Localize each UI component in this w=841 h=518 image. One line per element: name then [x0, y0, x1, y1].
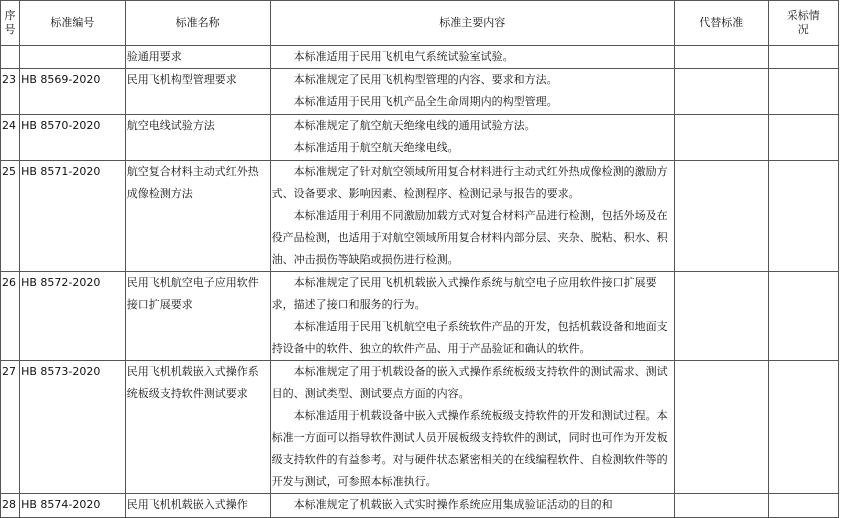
- row-name: 民用飞机机载嵌入式操作: [125, 494, 270, 518]
- row-seq: 23: [1, 69, 20, 115]
- row-adoption: [768, 161, 838, 272]
- table-row: [1, 115, 839, 161]
- row-name: 航空电线试验方法: [125, 115, 270, 161]
- description-paragraph: 本标准规定了民用飞机构型管理的内容、要求和方法。: [293, 73, 558, 86]
- row-replaces: [675, 494, 769, 518]
- description-paragraph: 本标准规定了民用飞机机载嵌入式操作系统与航空电子应用软件接口扩展要求，描述了接口和服务的行为。: [271, 276, 657, 311]
- table-row: [1, 494, 839, 518]
- description-paragraph: 本标准适用于民用飞机电气系统试验室试验。: [293, 50, 514, 63]
- row-seq: 28: [1, 494, 20, 518]
- description-paragraph: 本标准适用于民用飞机航空电子系统软件产品的开发，包括机载设备和地面支持设备中的软件、独立的软件产品、用于产品验证和确认的软件。: [271, 320, 668, 355]
- row-description: [270, 494, 674, 518]
- row-number: HB 8572-2020: [20, 272, 126, 361]
- row-seq: [1, 46, 20, 69]
- row-number: [20, 46, 126, 69]
- row-adoption: [768, 69, 838, 115]
- row-adoption: [768, 115, 838, 161]
- description-paragraph: 本标准适用于利用不同激励加载方式对复合材料产品进行检测，包括外场及在役产品检测，也适用于对航空领域所用复合材料内部分层、夹杂、脱粘、积水、积油、冲击损伤等缺陷或损伤进行检测。: [271, 209, 668, 266]
- row-adoption: [768, 46, 838, 69]
- table-row: [1, 272, 839, 361]
- row-replaces: [675, 161, 769, 272]
- row-adoption: [768, 272, 838, 361]
- row-description: [270, 361, 674, 494]
- row-number: HB 8569-2020: [20, 69, 126, 115]
- description-paragraph: 本标准规定了用于机载设备的嵌入式操作系统板级支持软件的测试需求、测试目的、测试类型、测试要点方面的内容。: [271, 365, 668, 400]
- header-row: [1, 1, 839, 46]
- description-paragraph: 本标准适用于航空航天绝缘电线。: [293, 141, 459, 154]
- header-replaces: 代替标准: [675, 1, 769, 46]
- row-replaces: [675, 361, 769, 494]
- row-seq: 25: [1, 161, 20, 272]
- row-replaces: [675, 115, 769, 161]
- row-replaces: [675, 46, 769, 69]
- row-description: [270, 115, 674, 161]
- row-number: HB 8573-2020: [20, 361, 126, 494]
- row-adoption: [768, 361, 838, 494]
- header-seq: 序号: [1, 1, 20, 46]
- row-seq: 26: [1, 272, 20, 361]
- row-number: HB 8574-2020: [20, 494, 126, 518]
- description-paragraph: 本标准适用于机载设备中嵌入式操作系统板级支持软件的开发和测试过程。本标准一方面可以指导软件测试人员开展板级支持软件的测试，同时也可作为开发板级支持软件的有益参考。对与硬件状态紧密相关的在线编程软件、自检测软件等的开发与测试，可参照本标准执行。: [271, 409, 668, 488]
- row-description: [270, 161, 674, 272]
- header-name: 标准名称: [125, 1, 270, 46]
- row-seq: 24: [1, 115, 20, 161]
- row-description: [270, 69, 674, 115]
- row-name: 航空复合材料主动式红外热成像检测方法: [125, 161, 270, 272]
- row-number: HB 8570-2020: [20, 115, 126, 161]
- row-description: [270, 46, 674, 69]
- row-name: 民用飞机构型管理要求: [125, 69, 270, 115]
- row-name: 验通用要求: [125, 46, 270, 69]
- row-seq: 27: [1, 361, 20, 494]
- table-row: [1, 361, 839, 494]
- row-description: [270, 272, 674, 361]
- description-paragraph: 本标准规定了航空航天绝缘电线的通用试验方法。: [293, 119, 536, 132]
- header-number: 标准编号: [20, 1, 126, 46]
- description-paragraph: 本标准适用于民用飞机产品全生命周期内的构型管理。: [293, 95, 558, 108]
- row-number: HB 8571-2020: [20, 161, 126, 272]
- header-content: 标准主要内容: [270, 1, 674, 46]
- header-adoption: 采标情况: [768, 1, 838, 46]
- row-name: 民用飞机航空电子应用软件接口扩展要求: [125, 272, 270, 361]
- row-replaces: [675, 272, 769, 361]
- table-row: [1, 69, 839, 115]
- row-replaces: [675, 69, 769, 115]
- table-row: [1, 161, 839, 272]
- row-adoption: [768, 494, 838, 518]
- row-name: 民用飞机机载嵌入式操作系统板级支持软件测试要求: [125, 361, 270, 494]
- table-row: [1, 46, 839, 69]
- description-paragraph: 本标准规定了机载嵌入式实时操作系统应用集成验证活动的目的和: [293, 498, 613, 511]
- description-paragraph: 本标准规定了针对航空领域所用复合材料进行主动式红外热成像检测的激励方式、设备要求、影响因素、检测程序、检测记录与报告的要求。: [271, 165, 668, 200]
